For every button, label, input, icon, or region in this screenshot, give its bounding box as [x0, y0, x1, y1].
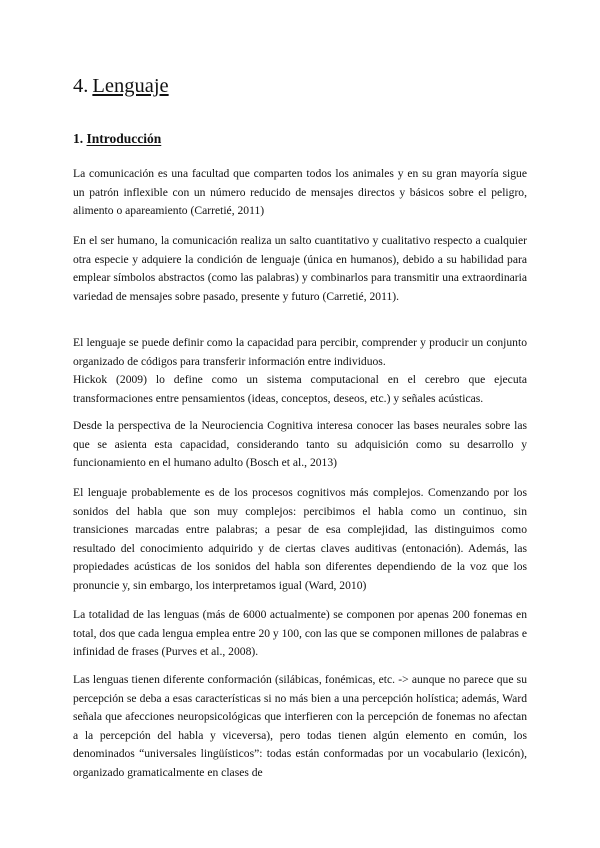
paragraph-5: Desde la perspectiva de la Neurociencia Cognitiva interesa conocer las bases neurales sobre las que se asienta esta capacidad, considerando tanto su adquisición como su desarrollo y funcionamiento en el humano adulto (Bosch et al., 2013): [73, 419, 527, 469]
paragraph-1: La comunicación es una facultad que comparten todos los animales y en su gran mayoría sigue un patrón inflexible con un número reducido de mensajes directos y básicos sobre el peligro, alimento o apareamiento (Carretié, 2011): [73, 167, 527, 217]
paragraph-2: En el ser humano, la comunicación realiza un salto cuantitativo y cualitativo respecto a cualquier otra especie y adquiere la condición de lenguaje (única en humanos), debido a su habilidad para emplear símbolos abstractos (como las palabras) y combinarlos para transmitir una extraordinaria variedad de mensajes sobre pasado, presente y futuro (Carretié, 2011).: [73, 234, 527, 303]
paragraph-3: El lenguaje se puede definir como la capacidad para percibir, comprender y producir un conjunto organizado de códigos para transferir información entre individuos.: [73, 336, 527, 368]
paragraph-6: El lenguaje probablemente es de los procesos cognitivos más complejos. Comenzando por los sonidos del habla que son muy complejos: percibimos el habla como un continuo, sin transiciones marcadas entre palabras; a pesar de esa complejidad, las distinguimos como resultado del conocimiento adquirido y de ciertas claves auditivas (entonación). Además, las propiedades acústicas de los sonidos del habla son diferentes dependiendo de la voz que los pronuncie y, sin embargo, los interpretamos igual (Ward, 2010): [73, 486, 527, 592]
section-title-text: Introducción: [86, 131, 162, 146]
chapter-title-text: Lenguaje: [92, 75, 169, 97]
section-number: 1.: [73, 131, 84, 146]
chapter-title: [73, 72, 527, 100]
paragraph-7: La totalidad de las lenguas (más de 6000 actualmente) se componen por apenas 200 fonemas en total, dos que cada lengua emplea entre 20 y 100, con las que se componen millones de palabras e infinidad de frases (Purves et al., 2008).: [73, 608, 527, 658]
paragraph-4: Hickok (2009) lo define como un sistema computacional en el cerebro que ejecuta transformaciones entre pensamientos (ideas, conceptos, deseos, etc.) y señales acústicas.: [73, 373, 527, 405]
paragraph-8: Las lenguas tienen diferente conformación (silábicas, fonémicas, etc. -> aunque no parece que su percepción se deba a esas características si no más bien a una percepción holística; además, Ward señala que afecciones neuropsicológicas que interfieren con la percepción de fonemas no afectan a la percepción del habla y viceversa), pero todas tienen algún elemento en común, los denominados “universales lingüísticos”: todas están conformadas por un vocabulario (lexicón), organizado gramaticalmente en clases de: [73, 673, 527, 779]
section-title: [73, 130, 161, 148]
chapter-number: 4.: [73, 75, 89, 97]
document-page: [73, 72, 527, 779]
